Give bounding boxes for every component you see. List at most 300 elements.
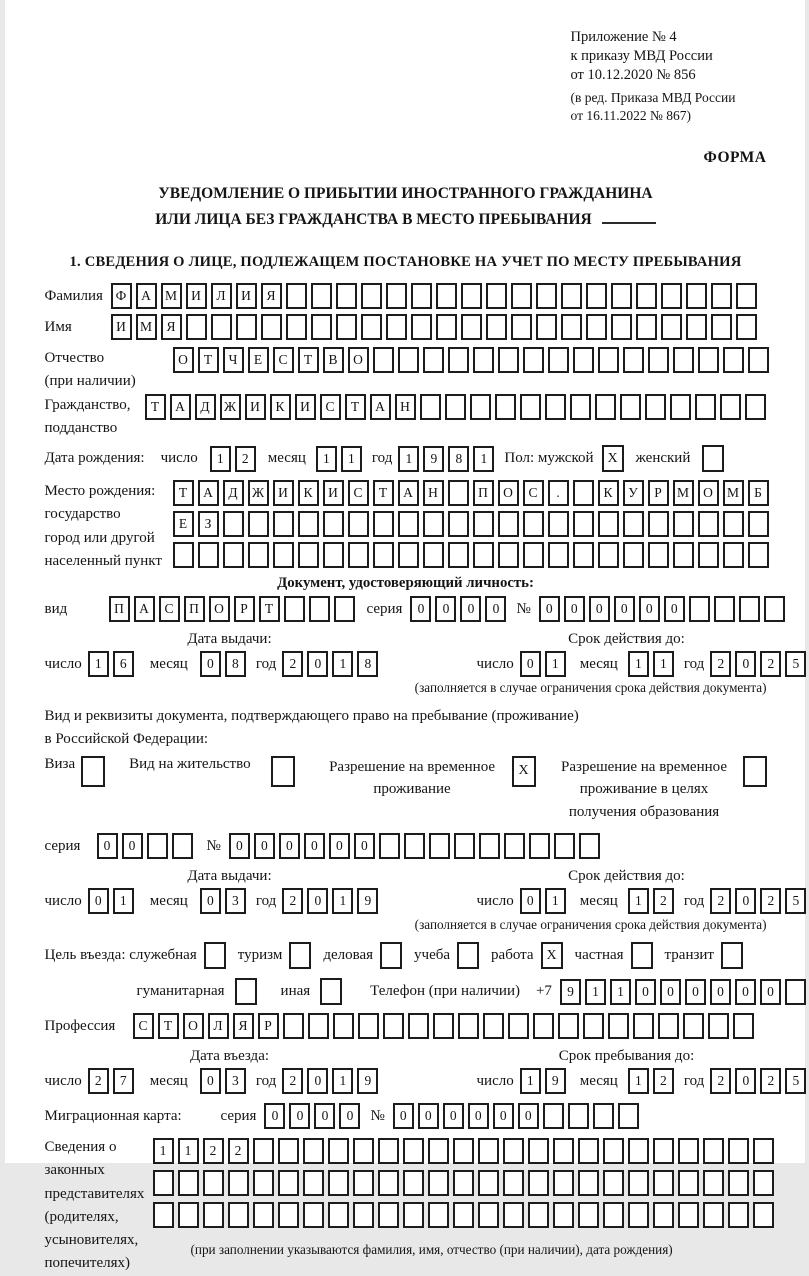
representative-cell[interactable] xyxy=(378,1202,399,1228)
profession-cell[interactable] xyxy=(333,1013,354,1039)
temp-residence-checkbox[interactable]: X xyxy=(512,756,536,787)
digit-cell[interactable]: 0 xyxy=(735,651,756,677)
birth-place-cell[interactable]: Р xyxy=(648,480,669,506)
surname-cell[interactable] xyxy=(611,283,632,309)
patronymic-cell[interactable] xyxy=(623,347,644,373)
profession-cell[interactable] xyxy=(433,1013,454,1039)
representative-cell[interactable] xyxy=(428,1202,449,1228)
representative-cell[interactable] xyxy=(403,1170,424,1196)
birth-place-cell[interactable] xyxy=(323,542,344,568)
profession-cell[interactable]: С xyxy=(133,1013,154,1039)
digit-cell[interactable]: 1 xyxy=(210,446,231,472)
birth-place-cell[interactable]: Т xyxy=(373,480,394,506)
patronymic-cell[interactable] xyxy=(548,347,569,373)
digit-cell[interactable] xyxy=(714,596,735,622)
profession-cell[interactable]: О xyxy=(183,1013,204,1039)
digit-cell[interactable]: 5 xyxy=(785,888,806,914)
representative-cell[interactable] xyxy=(728,1202,749,1228)
representative-cell[interactable]: 2 xyxy=(228,1138,249,1164)
birth-place-cell[interactable] xyxy=(573,542,594,568)
male-checkbox[interactable]: X xyxy=(602,445,624,472)
representative-cell[interactable] xyxy=(278,1138,299,1164)
phone-digit-cell[interactable]: 1 xyxy=(585,979,606,1005)
digit-cell[interactable]: 2 xyxy=(282,1068,303,1094)
profession-cell[interactable] xyxy=(533,1013,554,1039)
citizenship-cell[interactable] xyxy=(545,394,566,420)
digit-cell[interactable]: 9 xyxy=(357,1068,378,1094)
representative-cell[interactable] xyxy=(678,1170,699,1196)
representative-cell[interactable] xyxy=(303,1138,324,1164)
birth-place-cell[interactable]: А xyxy=(398,480,419,506)
digit-cell[interactable]: 0 xyxy=(564,596,585,622)
digit-cell[interactable]: 0 xyxy=(307,1068,328,1094)
citizenship-cell[interactable]: А xyxy=(370,394,391,420)
digit-cell[interactable] xyxy=(504,833,525,859)
digit-cell[interactable]: 0 xyxy=(200,1068,221,1094)
birth-place-cell[interactable] xyxy=(223,542,244,568)
surname-cell[interactable] xyxy=(461,283,482,309)
citizenship-cell[interactable] xyxy=(645,394,666,420)
surname-cell[interactable]: Ф xyxy=(111,283,132,309)
digit-cell[interactable]: 0 xyxy=(200,651,221,677)
name-cell[interactable] xyxy=(311,314,332,340)
representative-cell[interactable] xyxy=(728,1170,749,1196)
patronymic-cell[interactable] xyxy=(698,347,719,373)
purpose-humanitarian-checkbox[interactable] xyxy=(235,978,257,1005)
representative-cell[interactable] xyxy=(353,1138,374,1164)
birth-place-cell[interactable]: У xyxy=(623,480,644,506)
representative-cell[interactable] xyxy=(503,1202,524,1228)
representative-cell[interactable] xyxy=(203,1170,224,1196)
residence-permit-checkbox[interactable] xyxy=(271,756,295,787)
citizenship-cell[interactable]: Т xyxy=(145,394,166,420)
birth-place-cell[interactable]: З xyxy=(198,511,219,537)
representative-cell[interactable] xyxy=(603,1138,624,1164)
representative-cell[interactable] xyxy=(178,1170,199,1196)
birth-place-cell[interactable] xyxy=(598,511,619,537)
digit-cell[interactable]: 3 xyxy=(225,888,246,914)
citizenship-cell[interactable] xyxy=(445,394,466,420)
digit-cell[interactable]: 5 xyxy=(785,651,806,677)
citizenship-cell[interactable] xyxy=(570,394,591,420)
name-cell[interactable] xyxy=(636,314,657,340)
surname-cell[interactable] xyxy=(311,283,332,309)
digit-cell[interactable] xyxy=(593,1103,614,1129)
surname-cell[interactable] xyxy=(336,283,357,309)
digit-cell[interactable]: 0 xyxy=(418,1103,439,1129)
digit-cell[interactable] xyxy=(429,833,450,859)
profession-cell[interactable] xyxy=(308,1013,329,1039)
representative-cell[interactable] xyxy=(378,1138,399,1164)
birth-place-cell[interactable] xyxy=(473,511,494,537)
birth-place-cell[interactable]: И xyxy=(323,480,344,506)
temp-residence-education-checkbox[interactable] xyxy=(743,756,767,787)
digit-cell[interactable]: 0 xyxy=(589,596,610,622)
representative-cell[interactable] xyxy=(553,1202,574,1228)
digit-cell[interactable] xyxy=(379,833,400,859)
digit-cell[interactable] xyxy=(529,833,550,859)
representative-cell[interactable] xyxy=(428,1138,449,1164)
birth-place-cell[interactable] xyxy=(273,542,294,568)
citizenship-cell[interactable]: Д xyxy=(195,394,216,420)
birth-place-cell[interactable]: С xyxy=(523,480,544,506)
representative-cell[interactable] xyxy=(328,1202,349,1228)
digit-cell[interactable]: 2 xyxy=(88,1068,109,1094)
patronymic-cell[interactable]: С xyxy=(273,347,294,373)
representative-cell[interactable] xyxy=(453,1138,474,1164)
digit-cell[interactable]: 0 xyxy=(735,888,756,914)
digit-cell[interactable] xyxy=(739,596,760,622)
digit-cell[interactable]: 8 xyxy=(357,651,378,677)
digit-cell[interactable]: 1 xyxy=(398,446,419,472)
representative-cell[interactable] xyxy=(403,1202,424,1228)
name-cell[interactable] xyxy=(436,314,457,340)
citizenship-cell[interactable]: И xyxy=(245,394,266,420)
representative-cell[interactable] xyxy=(478,1170,499,1196)
name-cell[interactable] xyxy=(536,314,557,340)
patronymic-cell[interactable] xyxy=(748,347,769,373)
digit-cell[interactable] xyxy=(404,833,425,859)
digit-cell[interactable]: 2 xyxy=(710,888,731,914)
birth-place-cell[interactable] xyxy=(623,511,644,537)
birth-place-cell[interactable] xyxy=(348,542,369,568)
digit-cell[interactable]: 1 xyxy=(545,888,566,914)
patronymic-cell[interactable]: О xyxy=(348,347,369,373)
digit-cell[interactable]: 2 xyxy=(235,446,256,472)
birth-place-cell[interactable] xyxy=(673,542,694,568)
surname-cell[interactable]: А xyxy=(136,283,157,309)
patronymic-cell[interactable]: Т xyxy=(298,347,319,373)
purpose-official-checkbox[interactable] xyxy=(204,942,226,969)
digit-cell[interactable] xyxy=(147,833,168,859)
representative-cell[interactable] xyxy=(403,1138,424,1164)
representative-cell[interactable] xyxy=(478,1138,499,1164)
patronymic-cell[interactable] xyxy=(498,347,519,373)
patronymic-cell[interactable] xyxy=(423,347,444,373)
digit-cell[interactable]: 0 xyxy=(435,596,456,622)
representative-cell[interactable] xyxy=(453,1202,474,1228)
digit-cell[interactable] xyxy=(479,833,500,859)
birth-place-cell[interactable]: О xyxy=(498,480,519,506)
surname-cell[interactable]: Л xyxy=(211,283,232,309)
digit-cell[interactable]: 0 xyxy=(88,888,109,914)
name-cell[interactable] xyxy=(261,314,282,340)
birth-place-cell[interactable] xyxy=(248,511,269,537)
birth-place-cell[interactable] xyxy=(723,511,744,537)
birth-place-cell[interactable]: К xyxy=(598,480,619,506)
digit-cell[interactable]: 0 xyxy=(393,1103,414,1129)
phone-digit-cell[interactable]: 0 xyxy=(635,979,656,1005)
birth-place-cell[interactable]: П xyxy=(473,480,494,506)
birth-place-cell[interactable] xyxy=(723,542,744,568)
purpose-work-checkbox[interactable]: X xyxy=(541,942,563,969)
digit-cell[interactable]: 1 xyxy=(545,651,566,677)
birth-place-cell[interactable] xyxy=(173,542,194,568)
digit-cell[interactable] xyxy=(579,833,600,859)
birth-place-cell[interactable] xyxy=(748,511,769,537)
name-cell[interactable]: И xyxy=(111,314,132,340)
digit-cell[interactable]: 8 xyxy=(225,651,246,677)
representative-cell[interactable] xyxy=(453,1170,474,1196)
digit-cell[interactable]: 6 xyxy=(113,651,134,677)
digit-cell[interactable]: 1 xyxy=(332,651,353,677)
citizenship-cell[interactable] xyxy=(495,394,516,420)
birth-place-cell[interactable]: . xyxy=(548,480,569,506)
birth-place-cell[interactable]: Н xyxy=(423,480,444,506)
name-cell[interactable]: М xyxy=(136,314,157,340)
name-cell[interactable] xyxy=(236,314,257,340)
representative-cell[interactable] xyxy=(703,1138,724,1164)
representative-cell[interactable]: 2 xyxy=(203,1138,224,1164)
birth-place-cell[interactable] xyxy=(273,511,294,537)
phone-digit-cell[interactable]: 9 xyxy=(560,979,581,1005)
surname-cell[interactable]: И xyxy=(186,283,207,309)
digit-cell[interactable]: 1 xyxy=(88,651,109,677)
name-cell[interactable] xyxy=(186,314,207,340)
birth-place-cell[interactable] xyxy=(323,511,344,537)
phone-digit-cell[interactable]: 0 xyxy=(760,979,781,1005)
profession-cell[interactable] xyxy=(583,1013,604,1039)
digit-cell[interactable]: 0 xyxy=(520,651,541,677)
digit-cell[interactable]: 0 xyxy=(339,1103,360,1129)
digit-cell[interactable]: 0 xyxy=(493,1103,514,1129)
name-cell[interactable] xyxy=(486,314,507,340)
digit-cell[interactable]: 1 xyxy=(628,651,649,677)
digit-cell[interactable]: 9 xyxy=(357,888,378,914)
representative-cell[interactable] xyxy=(503,1138,524,1164)
digit-cell[interactable]: 0 xyxy=(229,833,250,859)
digit-cell[interactable]: 0 xyxy=(354,833,375,859)
birth-place-cell[interactable] xyxy=(698,511,719,537)
surname-cell[interactable] xyxy=(511,283,532,309)
citizenship-cell[interactable]: Ж xyxy=(220,394,241,420)
patronymic-cell[interactable] xyxy=(373,347,394,373)
birth-place-cell[interactable] xyxy=(223,511,244,537)
digit-cell[interactable]: 0 xyxy=(518,1103,539,1129)
birth-place-cell[interactable]: Ж xyxy=(248,480,269,506)
citizenship-cell[interactable] xyxy=(695,394,716,420)
birth-place-cell[interactable] xyxy=(748,542,769,568)
representative-cell[interactable] xyxy=(628,1170,649,1196)
representative-cell[interactable] xyxy=(303,1170,324,1196)
digit-cell[interactable]: 0 xyxy=(289,1103,310,1129)
representative-cell[interactable] xyxy=(628,1138,649,1164)
representative-cell[interactable] xyxy=(478,1202,499,1228)
representative-cell[interactable] xyxy=(228,1170,249,1196)
surname-cell[interactable] xyxy=(686,283,707,309)
doc-type-cell[interactable]: О xyxy=(209,596,230,622)
profession-cell[interactable]: Я xyxy=(233,1013,254,1039)
profession-cell[interactable] xyxy=(658,1013,679,1039)
representative-cell[interactable] xyxy=(603,1170,624,1196)
digit-cell[interactable]: 9 xyxy=(545,1068,566,1094)
representative-cell[interactable] xyxy=(653,1170,674,1196)
female-checkbox[interactable] xyxy=(702,445,724,472)
birth-place-cell[interactable]: Д xyxy=(223,480,244,506)
phone-digit-cell[interactable]: 0 xyxy=(710,979,731,1005)
birth-place-cell[interactable] xyxy=(573,511,594,537)
birth-place-cell[interactable] xyxy=(673,511,694,537)
citizenship-cell[interactable] xyxy=(420,394,441,420)
birth-place-cell[interactable] xyxy=(548,542,569,568)
digit-cell[interactable]: 0 xyxy=(304,833,325,859)
patronymic-cell[interactable]: Е xyxy=(248,347,269,373)
patronymic-cell[interactable] xyxy=(398,347,419,373)
digit-cell[interactable]: 1 xyxy=(316,446,337,472)
purpose-study-checkbox[interactable] xyxy=(457,942,479,969)
representative-cell[interactable] xyxy=(503,1170,524,1196)
patronymic-cell[interactable] xyxy=(448,347,469,373)
representative-cell[interactable] xyxy=(228,1202,249,1228)
representative-cell[interactable] xyxy=(753,1138,774,1164)
name-cell[interactable] xyxy=(586,314,607,340)
patronymic-cell[interactable] xyxy=(473,347,494,373)
visa-checkbox[interactable] xyxy=(81,756,105,787)
representative-cell[interactable] xyxy=(328,1170,349,1196)
representative-cell[interactable] xyxy=(753,1202,774,1228)
surname-cell[interactable] xyxy=(386,283,407,309)
profession-cell[interactable] xyxy=(508,1013,529,1039)
patronymic-cell[interactable] xyxy=(598,347,619,373)
surname-cell[interactable] xyxy=(361,283,382,309)
patronymic-cell[interactable]: Ч xyxy=(223,347,244,373)
name-cell[interactable] xyxy=(386,314,407,340)
citizenship-cell[interactable] xyxy=(670,394,691,420)
digit-cell[interactable]: 0 xyxy=(735,1068,756,1094)
digit-cell[interactable]: 1 xyxy=(332,1068,353,1094)
digit-cell[interactable] xyxy=(454,833,475,859)
representative-cell[interactable] xyxy=(553,1138,574,1164)
birth-place-cell[interactable]: М xyxy=(673,480,694,506)
birth-place-cell[interactable] xyxy=(448,480,469,506)
digit-cell[interactable]: 1 xyxy=(628,1068,649,1094)
profession-cell[interactable] xyxy=(733,1013,754,1039)
representative-cell[interactable] xyxy=(578,1138,599,1164)
citizenship-cell[interactable]: И xyxy=(295,394,316,420)
representative-cell[interactable] xyxy=(653,1138,674,1164)
digit-cell[interactable]: 2 xyxy=(760,888,781,914)
patronymic-cell[interactable]: В xyxy=(323,347,344,373)
birth-place-cell[interactable]: Б xyxy=(748,480,769,506)
digit-cell[interactable]: 2 xyxy=(282,651,303,677)
digit-cell[interactable]: 0 xyxy=(443,1103,464,1129)
name-cell[interactable] xyxy=(611,314,632,340)
representative-cell[interactable] xyxy=(553,1170,574,1196)
birth-place-cell[interactable] xyxy=(298,542,319,568)
phone-digit-cell[interactable]: 0 xyxy=(735,979,756,1005)
birth-place-cell[interactable]: Е xyxy=(173,511,194,537)
profession-cell[interactable]: Л xyxy=(208,1013,229,1039)
digit-cell[interactable]: 8 xyxy=(448,446,469,472)
doc-type-cell[interactable]: П xyxy=(109,596,130,622)
digit-cell[interactable]: 0 xyxy=(122,833,143,859)
purpose-other-checkbox[interactable] xyxy=(320,978,342,1005)
representative-cell[interactable] xyxy=(278,1202,299,1228)
representative-cell[interactable] xyxy=(203,1202,224,1228)
purpose-private-checkbox[interactable] xyxy=(631,942,653,969)
surname-cell[interactable] xyxy=(561,283,582,309)
phone-digit-cell[interactable]: 0 xyxy=(685,979,706,1005)
digit-cell[interactable]: 0 xyxy=(314,1103,335,1129)
representative-cell[interactable] xyxy=(578,1170,599,1196)
digit-cell[interactable]: 0 xyxy=(539,596,560,622)
digit-cell[interactable]: 9 xyxy=(423,446,444,472)
citizenship-cell[interactable] xyxy=(745,394,766,420)
doc-type-cell[interactable]: С xyxy=(159,596,180,622)
digit-cell[interactable]: 1 xyxy=(473,446,494,472)
birth-place-cell[interactable] xyxy=(423,511,444,537)
digit-cell[interactable]: 2 xyxy=(653,888,674,914)
profession-cell[interactable] xyxy=(408,1013,429,1039)
representative-cell[interactable]: 1 xyxy=(178,1138,199,1164)
digit-cell[interactable] xyxy=(689,596,710,622)
birth-place-cell[interactable] xyxy=(373,511,394,537)
citizenship-cell[interactable]: А xyxy=(170,394,191,420)
digit-cell[interactable]: 0 xyxy=(307,651,328,677)
purpose-tourism-checkbox[interactable] xyxy=(289,942,311,969)
patronymic-cell[interactable]: Т xyxy=(198,347,219,373)
name-cell[interactable] xyxy=(686,314,707,340)
name-cell[interactable] xyxy=(561,314,582,340)
profession-cell[interactable] xyxy=(383,1013,404,1039)
representative-cell[interactable] xyxy=(153,1202,174,1228)
name-cell[interactable] xyxy=(711,314,732,340)
doc-type-cell[interactable] xyxy=(284,596,305,622)
purpose-business-checkbox[interactable] xyxy=(380,942,402,969)
birth-place-cell[interactable]: Т xyxy=(173,480,194,506)
profession-cell[interactable] xyxy=(283,1013,304,1039)
digit-cell[interactable]: 0 xyxy=(279,833,300,859)
birth-place-cell[interactable] xyxy=(448,542,469,568)
profession-cell[interactable]: Р xyxy=(258,1013,279,1039)
birth-place-cell[interactable]: М xyxy=(723,480,744,506)
representative-cell[interactable] xyxy=(528,1202,549,1228)
representative-cell[interactable] xyxy=(628,1202,649,1228)
surname-cell[interactable] xyxy=(536,283,557,309)
name-cell[interactable] xyxy=(511,314,532,340)
birth-place-cell[interactable] xyxy=(698,542,719,568)
surname-cell[interactable] xyxy=(636,283,657,309)
digit-cell[interactable]: 0 xyxy=(307,888,328,914)
representative-cell[interactable] xyxy=(678,1138,699,1164)
birth-place-cell[interactable] xyxy=(423,542,444,568)
birth-place-cell[interactable]: К xyxy=(298,480,319,506)
patronymic-cell[interactable] xyxy=(673,347,694,373)
citizenship-cell[interactable]: Т xyxy=(345,394,366,420)
representative-cell[interactable] xyxy=(303,1202,324,1228)
birth-place-cell[interactable] xyxy=(573,480,594,506)
phone-digit-cell[interactable]: 1 xyxy=(610,979,631,1005)
birth-place-cell[interactable] xyxy=(398,511,419,537)
digit-cell[interactable]: 0 xyxy=(200,888,221,914)
digit-cell[interactable]: 2 xyxy=(760,651,781,677)
digit-cell[interactable]: 2 xyxy=(760,1068,781,1094)
patronymic-cell[interactable] xyxy=(648,347,669,373)
birth-place-cell[interactable] xyxy=(348,511,369,537)
profession-cell[interactable] xyxy=(608,1013,629,1039)
digit-cell[interactable]: 0 xyxy=(329,833,350,859)
representative-cell[interactable] xyxy=(653,1202,674,1228)
digit-cell[interactable] xyxy=(618,1103,639,1129)
representative-cell[interactable]: 1 xyxy=(153,1138,174,1164)
patronymic-cell[interactable]: О xyxy=(173,347,194,373)
digit-cell[interactable]: 0 xyxy=(664,596,685,622)
digit-cell[interactable]: 0 xyxy=(468,1103,489,1129)
name-cell[interactable] xyxy=(361,314,382,340)
representative-cell[interactable] xyxy=(703,1170,724,1196)
birth-place-cell[interactable] xyxy=(373,542,394,568)
representative-cell[interactable] xyxy=(428,1170,449,1196)
